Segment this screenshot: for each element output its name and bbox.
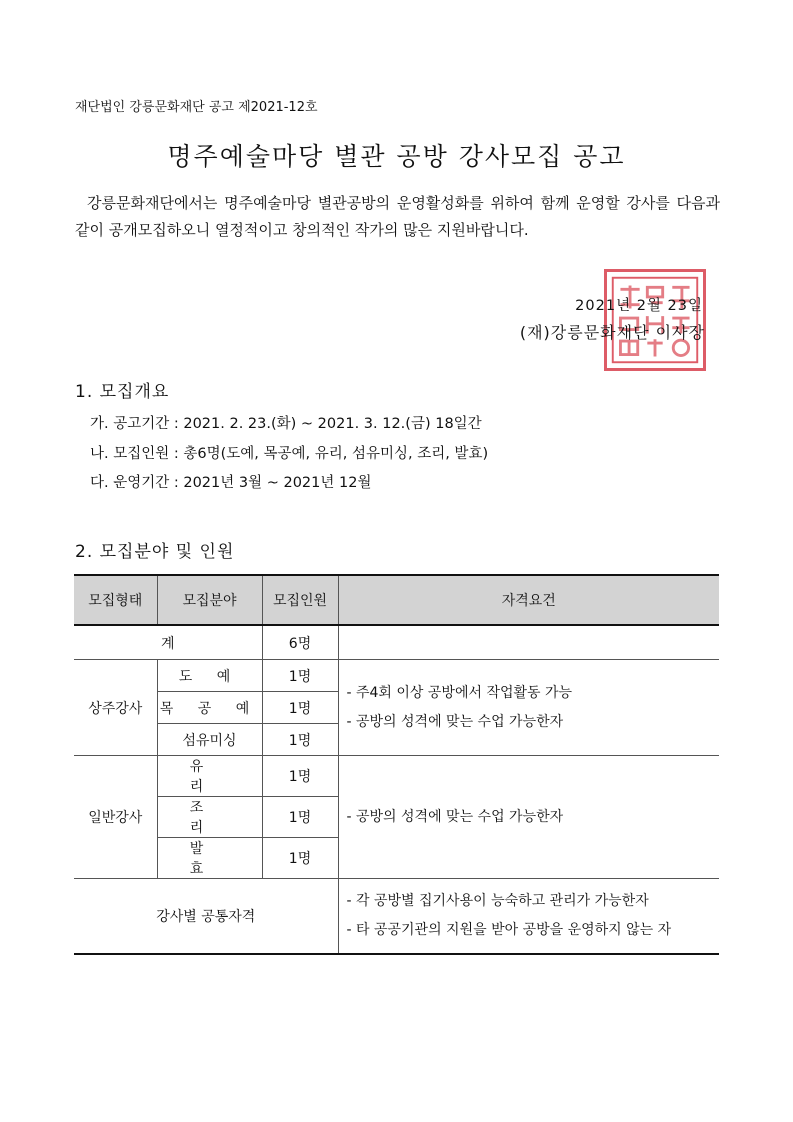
field-name: 섬유미싱: [157, 724, 262, 756]
field-count: 1명: [262, 838, 338, 879]
section1-heading: 1. 모집개요: [75, 382, 170, 402]
common-requirements: [338, 879, 719, 955]
overview-item-headcount: 나. 모집인원 : 총6명(도예, 목공예, 유리, 섬유미싱, 조리, 발효): [90, 446, 489, 462]
group-type-general: 일반강사: [74, 756, 157, 879]
field-count: 1명: [262, 692, 338, 724]
requirement-line: - 각 공방별 집기사용이 능숙하고 관리가 가능한자: [346, 893, 649, 909]
overview-item-period: 가. 공고기간 : 2021. 2. 23.(화) ~ 2021. 3. 12.(금) 18일간: [90, 416, 482, 432]
requirement-line: - 타 공공기관의 지원을 받아 공방을 운영하지 않는 자: [346, 922, 672, 938]
group-type-resident: 상주강사: [74, 660, 157, 756]
field-count: 1명: [262, 724, 338, 756]
overview-item-operation: 다. 운영기간 : 2021년 3월 ~ 2021년 12월: [90, 475, 372, 491]
intro-paragraph: 강릉문화재단에서는 명주예술마당 별관공방의 운영활성화를 위하여 함께 운영할 강사를 다음과 같이 공개모집하오니 열정적이고 창의적인 작가의 많은 지원바랍니다.: [75, 194, 720, 239]
table-row-common: [74, 879, 719, 955]
field-name: 유 리: [157, 756, 262, 797]
recruitment-table: [74, 574, 719, 955]
total-label: 계: [74, 625, 262, 660]
header-type: 모집형태: [74, 575, 157, 625]
header-field: 모집분야: [157, 575, 262, 625]
field-name: 발 효: [157, 838, 262, 879]
group-requirements-resident: [338, 660, 719, 756]
document-title: 명주예술마당 별관 공방 강사모집 공고: [167, 142, 626, 171]
total-count: 6명: [262, 625, 338, 660]
requirement-line: - 공방의 성격에 맞는 수업 가능한자: [346, 713, 564, 730]
field-name: 도 예: [157, 660, 262, 692]
common-label: 강사별 공통자격: [74, 879, 338, 955]
header-count: 모집인원: [262, 575, 338, 625]
table-row: [74, 756, 719, 797]
notice-date: 2021년 2월 23일: [575, 298, 703, 314]
requirement-line: - 주4회 이상 공방에서 작업활동 가능: [346, 684, 573, 701]
group-requirements-general: [338, 756, 719, 879]
requirement-line: - 공방의 성격에 맞는 수업 가능한자: [346, 808, 564, 825]
field-count: 1명: [262, 756, 338, 797]
total-requirements-empty: [338, 625, 719, 660]
notice-number: 재단법인 강릉문화재단 공고 제2021-12호: [75, 100, 318, 115]
field-count: 1명: [262, 797, 338, 838]
field-name: 조 리: [157, 797, 262, 838]
field-count: 1명: [262, 660, 338, 692]
field-name: 목 공 예: [157, 692, 262, 724]
table-row: [74, 660, 719, 692]
table-row-total: [74, 625, 719, 660]
section2-heading: 2. 모집분야 및 인원: [75, 542, 235, 562]
issuer-name: (재)강릉문화재단 이사장: [519, 323, 705, 342]
header-requirements: 자격요건: [338, 575, 719, 625]
table-header-row: [74, 575, 719, 625]
